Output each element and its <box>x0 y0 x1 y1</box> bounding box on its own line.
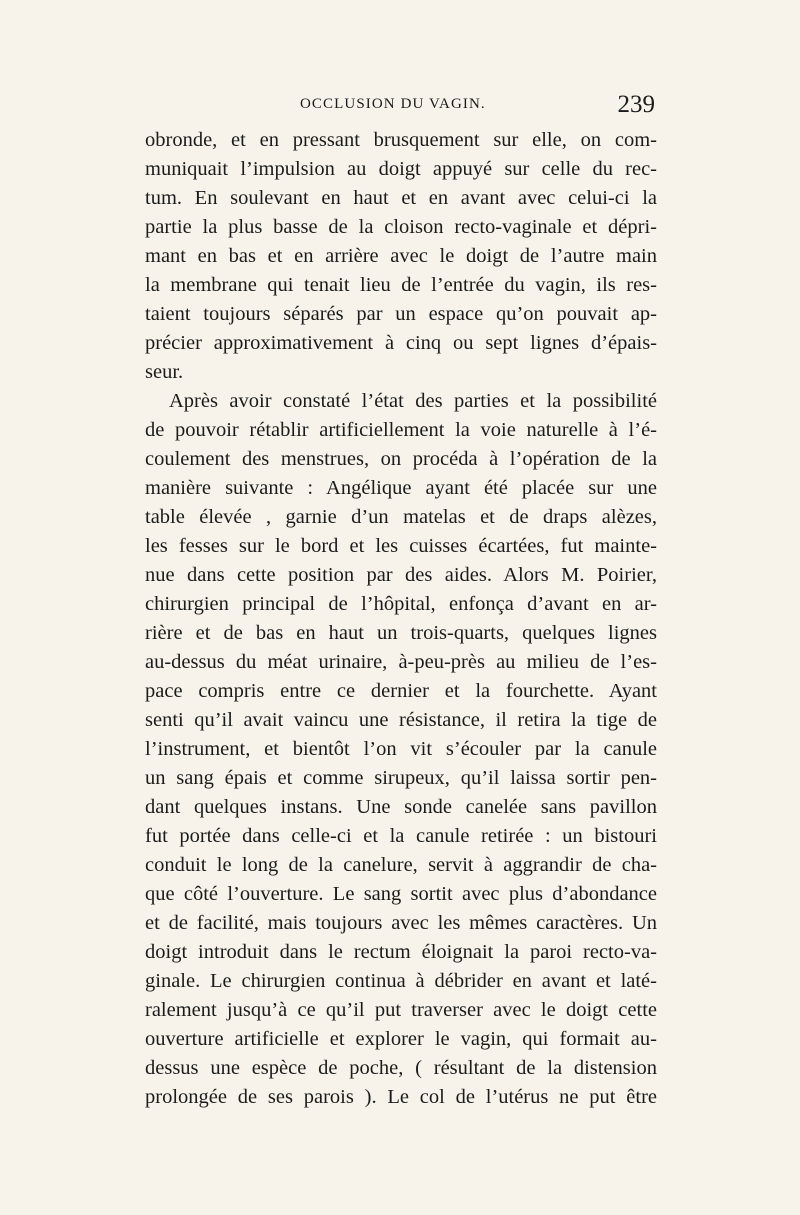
text-line: que côté l’ouverture. Le sang sortit avec plus d’abondance <box>145 883 657 905</box>
text-line: pace compris entre ce dernier et la fourchette. Ayant <box>145 680 657 702</box>
text-line: rière et de bas en haut un trois-quarts, quelques lignes <box>145 622 657 644</box>
text-line: dant quelques instans. Une sonde canelée sans pavillon <box>145 796 657 818</box>
text-line: fut portée dans celle-ci et la canule retirée : un bistouri <box>145 825 657 847</box>
text-line: Après avoir constaté l’état des parties et la possibilité <box>169 390 657 412</box>
text-line: senti qu’il avait vaincu une résistance, il retira la tige de <box>145 709 657 731</box>
text-line: manière suivante : Angélique ayant été placée sur une <box>145 477 657 499</box>
text-line: l’instrument, et bientôt l’on vit s’écouler par la canule <box>145 738 657 760</box>
text-line: seur. <box>145 361 184 383</box>
text-line: table élevée , garnie d’un matelas et de draps alèzes, <box>145 506 657 528</box>
page-header <box>145 92 655 120</box>
text-line: conduit le long de la canelure, servit à aggrandir de cha- <box>145 854 657 876</box>
text-line: nue dans cette position par des aides. Alors M. Poirier, <box>145 564 657 586</box>
text-line: doigt introduit dans le rectum éloignait la paroi recto-va- <box>145 941 657 963</box>
text-line: dessus une espèce de poche, ( résultant de la distension <box>145 1057 657 1079</box>
text-line: un sang épais et comme sirupeux, qu’il laissa sortir pen- <box>145 767 657 789</box>
text-line: de pouvoir rétablir artificiellement la voie naturelle à l’é- <box>145 419 657 441</box>
text-line: les fesses sur le bord et les cuisses écartées, fut mainte- <box>145 535 657 557</box>
text-line: prolongée de ses parois ). Le col de l’utérus ne put être <box>145 1086 657 1108</box>
text-line: ralement jusqu’à ce qu’il put traverser avec le doigt cette <box>145 999 657 1021</box>
text-line: au-dessus du méat urinaire, à-peu-près au milieu de l’es- <box>145 651 657 673</box>
text-line: tum. En soulevant en haut et en avant avec celui-ci la <box>145 187 657 209</box>
text-line: muniquait l’impulsion au doigt appuyé sur celle du rec- <box>145 158 657 180</box>
text-line: précier approximativement à cinq ou sept lignes d’épais- <box>145 332 657 354</box>
text-line: coulement des menstrues, on procéda à l’opération de la <box>145 448 657 470</box>
text-line: chirurgien principal de l’hôpital, enfonça d’avant en ar- <box>145 593 657 615</box>
text-line: la membrane qui tenait lieu de l’entrée du vagin, ils res- <box>145 274 657 296</box>
text-line: ouverture artificielle et explorer le vagin, qui formait au- <box>145 1028 657 1050</box>
text-line: partie la plus basse de la cloison recto-vaginale et dépri- <box>145 216 657 238</box>
text-line: et de facilité, mais toujours avec les mêmes caractères. Un <box>145 912 657 934</box>
page-number: 239 <box>617 91 655 118</box>
text-line: mant en bas et en arrière avec le doigt de l’autre main <box>145 245 657 267</box>
text-line: taient toujours séparés par un espace qu’on pouvait ap- <box>145 303 657 325</box>
text-line: obronde, et en pressant brusquement sur elle, on com- <box>145 129 657 151</box>
running-title: OCCLUSION DU VAGIN. <box>300 96 486 112</box>
text-line: ginale. Le chirurgien continua à débrider en avant et laté- <box>145 970 657 992</box>
